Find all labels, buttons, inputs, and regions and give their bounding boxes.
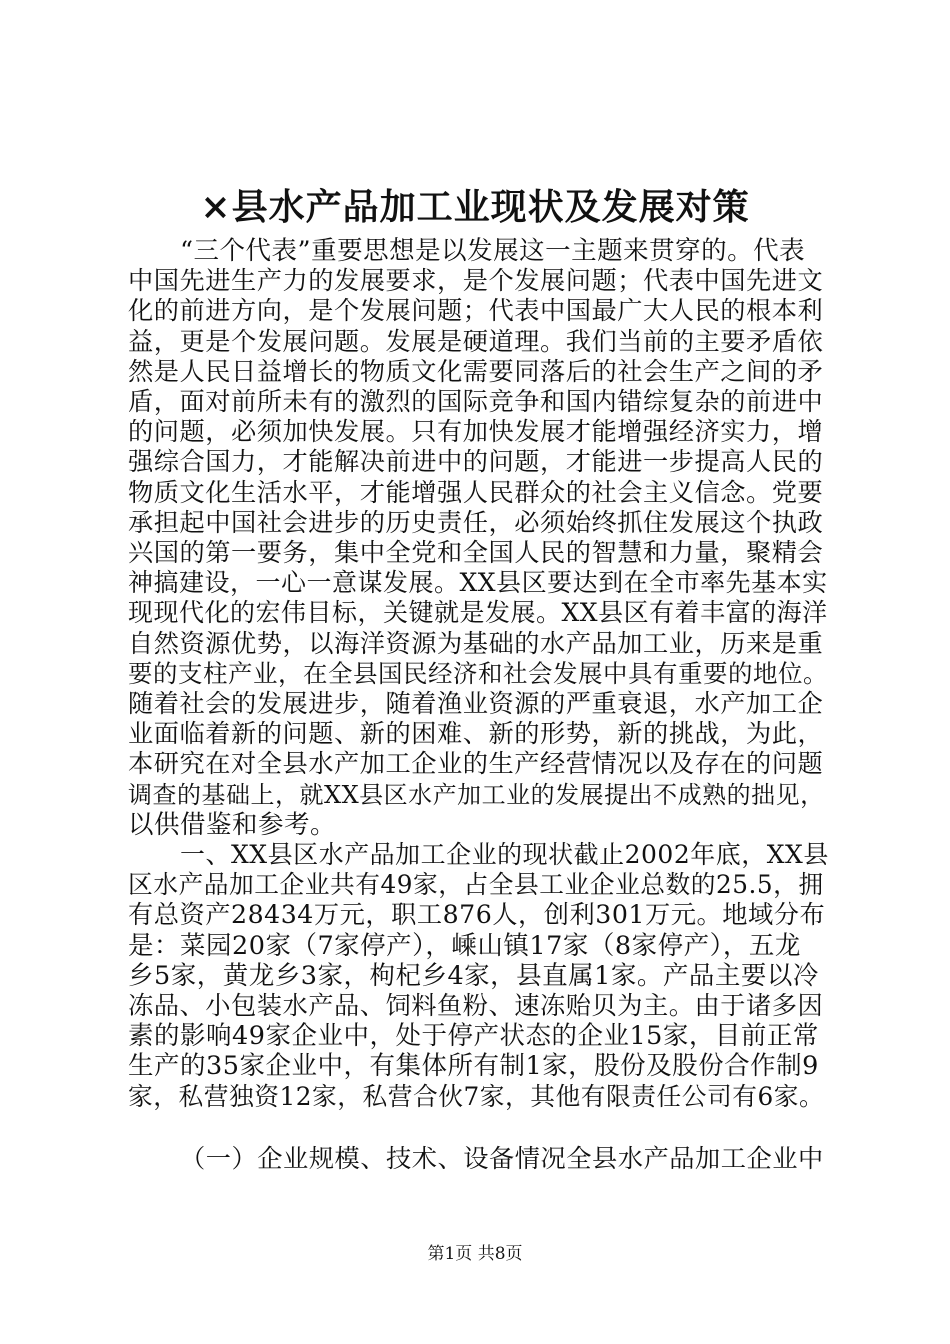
- text-line: 有总资产28434万元，职工876人，创利301万元。地域分布: [128, 900, 826, 930]
- text-line: 的问题，必须加快发展。只有加快发展才能增强经济实力，增: [128, 417, 824, 447]
- text-line: 一、XX县区水产品加工企业的现状截止2002年底，XX县: [180, 840, 829, 870]
- text-line: 冻品、小包装水产品、饲料鱼粉、速冻贻贝为主。由于诸多因: [128, 991, 824, 1021]
- text-line: 生产的35家企业中，有集体所有制1家，股份及股份合作制9: [128, 1051, 819, 1082]
- text-line: 业面临着新的问题、新的困难、新的形势，新的挑战，为此，: [128, 719, 824, 749]
- text-line: 要的支柱产业，在全县国民经济和社会发展中具有重要的地位。: [128, 658, 828, 688]
- page-number-footer: 第1页 共8页: [427, 1244, 523, 1264]
- text-line: 承担起中国社会进步的历史责任，必须始终抓住发展这个执政: [128, 507, 824, 537]
- text-line: 是：菜园20家（7家停产），嵊山镇17家（8家停产），五龙: [128, 930, 801, 961]
- text-line: 乡5家，黄龙乡3家，枸杞乡4家，县直属1家。产品主要以冷: [128, 960, 819, 991]
- text-line: 自然资源优势，以海洋资源为基础的水产品加工业，历来是重: [128, 628, 824, 658]
- text-line: 盾，面对前所未有的激烈的国际竞争和国内错综复杂的前进中: [128, 387, 824, 417]
- text-line: 以供借鉴和参考。: [128, 809, 337, 840]
- paragraph-status: [128, 840, 828, 1112]
- text-line: 家，私营独资12家，私营合伙7家，其他有限责任公司有6家。: [128, 1081, 825, 1111]
- text-line: 神搞建设，一心一意谋发展。XX县区要达到在全市率先基本实: [128, 568, 828, 598]
- text-line: 物质文化生活水平，才能增强人民群众的社会主义信念。党要: [128, 477, 824, 507]
- text-line: 益，更是个发展问题。发展是硬道理。我们当前的主要矛盾依: [128, 326, 824, 356]
- text-line: 调查的基础上，就XX县区水产加工业的发展提出不成熟的拙见，: [128, 780, 825, 809]
- paragraph-intro: [128, 236, 828, 840]
- text-line: “三个代表”重要思想是以发展这一主题来贯穿的。代表: [180, 236, 806, 266]
- document-body: [128, 236, 828, 1174]
- text-line: 素的影响49家企业中，处于停产状态的企业15家，目前正常: [128, 1021, 819, 1052]
- text-line: 现现代化的宏伟目标，关键就是发展。XX县区有着丰富的海洋: [128, 598, 828, 628]
- text-line: 随着社会的发展进步，随着渔业资源的严重衰退，水产加工企: [128, 689, 824, 719]
- text-line: 中国先进生产力的发展要求，是个发展问题；代表中国先进文: [128, 266, 824, 296]
- section-subheading: （一）企业规模、技术、设备情况全县水产品加工企业中: [180, 1143, 824, 1173]
- text-line: 强综合国力，才能解决前进中的问题，才能进一步提高人民的: [128, 447, 824, 477]
- text-line: 然是人民日益增长的物质文化需要同落后的社会生产之间的矛: [128, 356, 824, 386]
- document-title: ×县水产品加工业现状及发展对策: [200, 186, 750, 228]
- text-line: 区水产品加工企业共有49家，占全县工业企业总数的25.5，拥: [128, 870, 824, 900]
- text-line: 化的前进方向，是个发展问题；代表中国最广大人民的根本利: [128, 296, 824, 326]
- text-line: 本研究在对全县水产加工企业的生产经营情况以及存在的问题: [128, 749, 824, 779]
- text-line: 兴国的第一要务，集中全党和全国人民的智慧和力量，聚精会: [128, 538, 824, 568]
